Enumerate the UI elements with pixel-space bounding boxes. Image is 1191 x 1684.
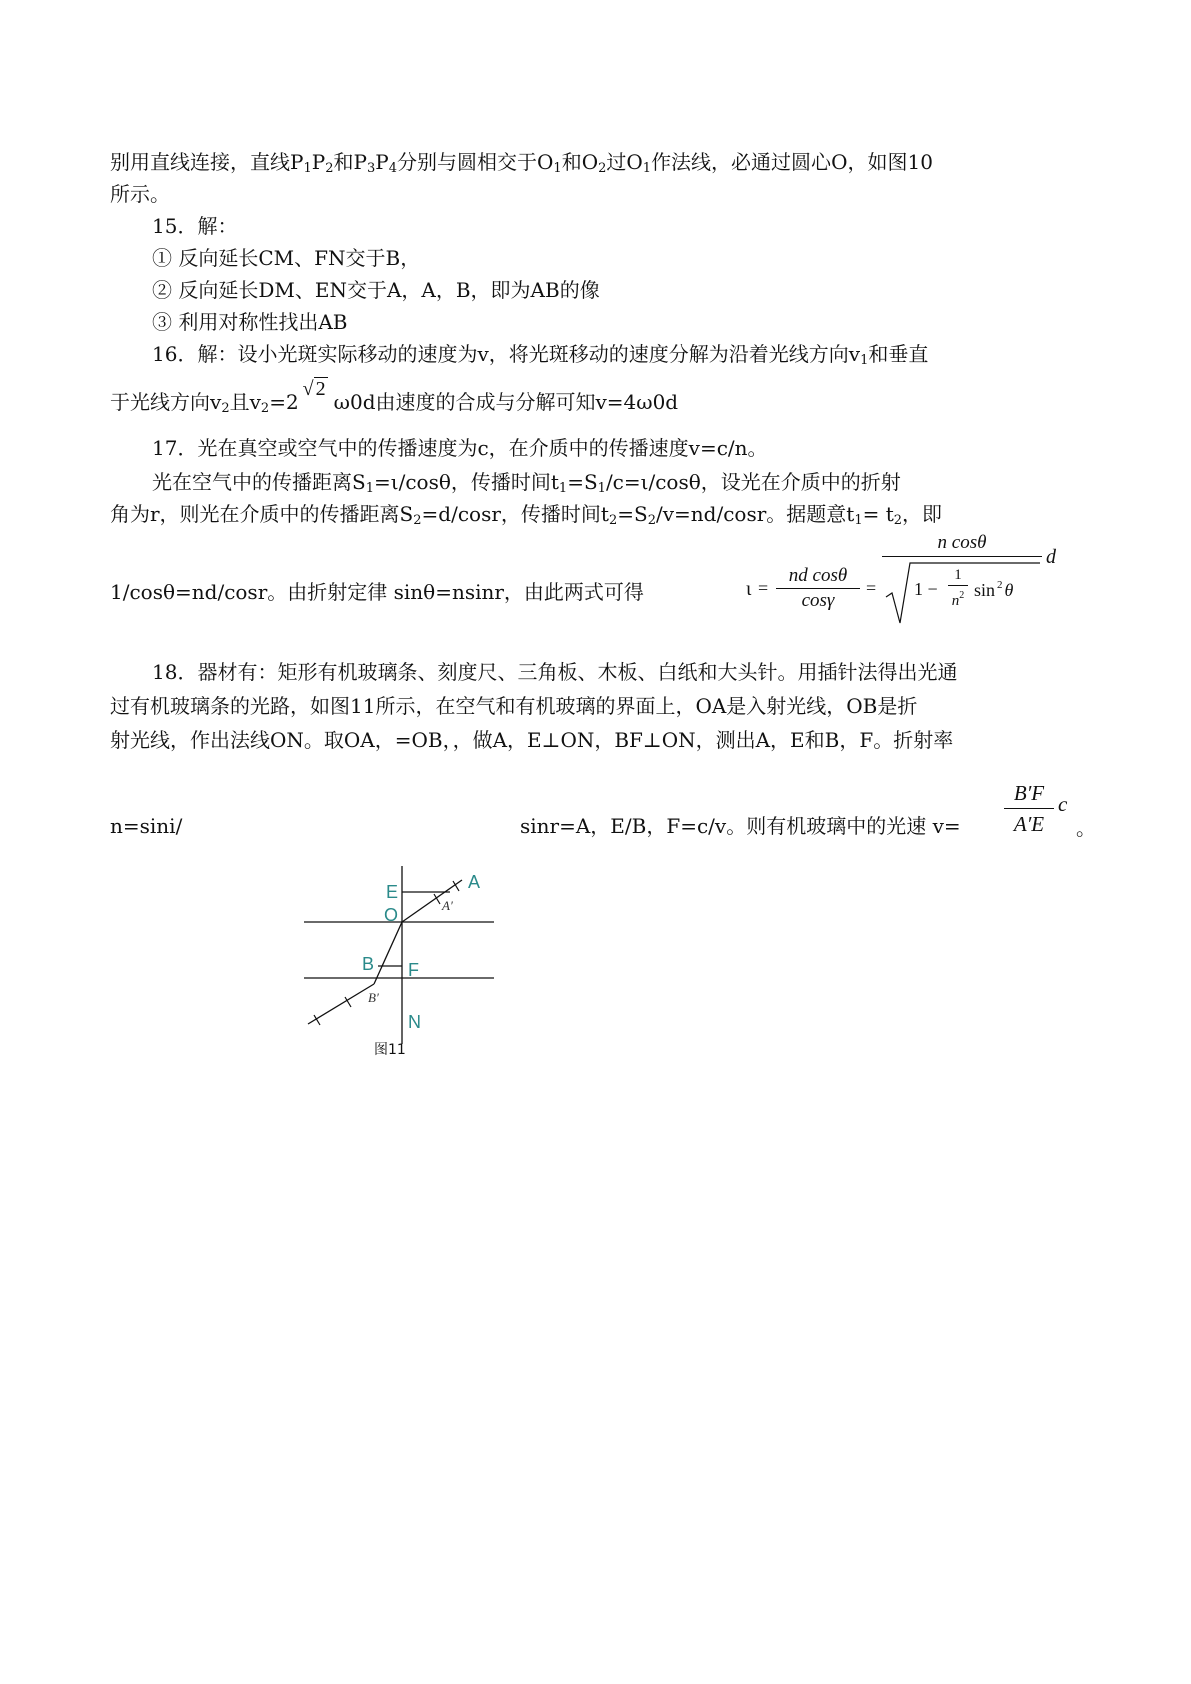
text: v	[210, 390, 222, 414]
p15-heading: 15．解：	[152, 214, 238, 238]
text: ω0d由速度的合成与分解可知v=4ω0d	[333, 390, 679, 414]
text: ，即	[902, 502, 943, 526]
text: 和垂直	[868, 342, 929, 366]
text: 角为r，则光在介质中的传播距离S	[110, 502, 414, 526]
text: P	[311, 150, 326, 174]
text: =2	[269, 390, 299, 414]
numerator: nd cosθ	[776, 564, 860, 589]
denominator: A′E	[1013, 812, 1045, 836]
p14-line1	[110, 148, 933, 183]
subscript: 2	[608, 513, 618, 528]
sqrt-expression	[303, 374, 328, 403]
p15-step2: ② 反向延长DM、EN交于A，A，B，即为AB的像	[152, 278, 600, 302]
subscript: 3	[366, 161, 376, 176]
subscript: 2	[598, 161, 607, 176]
subscript: 1	[642, 161, 652, 176]
figure-caption: 图11	[374, 1042, 406, 1058]
p16-line1	[152, 340, 928, 375]
fraction	[1004, 778, 1054, 839]
formula-iota	[746, 530, 1076, 630]
text: =S	[617, 502, 648, 526]
sqrt-value: 2	[315, 378, 326, 400]
subscript: 1	[553, 161, 562, 176]
text: sin	[974, 580, 996, 600]
inner-fraction	[948, 565, 968, 611]
sin-term	[974, 579, 1013, 601]
denominator: cosγ	[801, 590, 835, 611]
refracted-ray	[374, 922, 402, 984]
label-B-prime: B′	[368, 990, 379, 1005]
text: 16．解：设小光斑实际移动的速度为v，将光斑移动的速度分解为沿着光线方向	[152, 342, 849, 366]
p18-line4-b	[520, 812, 961, 840]
subscript: 1	[303, 161, 312, 176]
p18-line2: 过有机玻璃条的光路，如图11所示，在空气和有机玻璃的界面上，OA是入射光线，OB是折	[110, 694, 918, 718]
label-F: F	[408, 960, 419, 980]
subscript: 2	[413, 513, 422, 528]
subscript: 1	[860, 353, 869, 368]
emergent-ray	[308, 984, 374, 1024]
denominator	[948, 586, 968, 611]
text: /v=nd/cosr。据题意t	[655, 502, 855, 526]
label-E: E	[386, 882, 399, 902]
fraction-2	[882, 530, 1042, 627]
text: v	[249, 390, 261, 414]
label-A-prime: A′	[442, 898, 453, 913]
text: ，如图10	[847, 150, 933, 174]
p17-line1: 17．光在真空或空气中的传播速度为c，在介质中的传播速度v=c/n。	[152, 436, 768, 460]
text: sinr=A，E/B，F=c/v。则有机玻璃中的光速 v=	[520, 814, 961, 838]
subscript: 1	[558, 481, 568, 496]
text: 过	[606, 150, 627, 174]
label-O: O	[384, 905, 399, 925]
text: 1 −	[914, 579, 938, 599]
subscript: 2	[260, 401, 270, 416]
text: 于光线方向	[110, 390, 210, 414]
d-variable: d	[1046, 546, 1056, 568]
text: =ι/cosθ，传播时间t	[373, 470, 559, 494]
text: P	[375, 150, 389, 174]
numerator: B′F	[1004, 778, 1054, 809]
p17-line4: 1/cosθ=nd/cosr。由折射定律 sinθ=nsinr，由此两式可得	[110, 580, 644, 604]
text: v	[848, 342, 861, 366]
subscript: 2	[647, 513, 656, 528]
subscript: 2	[893, 513, 903, 528]
subscript: 4	[388, 161, 397, 176]
p16-line2	[110, 378, 679, 423]
text: 分别与圆相交于	[397, 150, 537, 174]
text: θ	[1004, 580, 1014, 600]
text: P	[290, 150, 304, 174]
text: =S	[567, 470, 598, 494]
text: 和	[333, 150, 354, 174]
superscript: 2	[959, 590, 965, 601]
superscript: 2	[997, 579, 1003, 591]
text: O	[537, 150, 554, 174]
p15-step3: ③ 利用对称性找出AB	[152, 310, 348, 334]
text: P	[353, 150, 367, 174]
p14-line2: 所示。	[110, 182, 170, 206]
iota: ι	[746, 578, 752, 600]
p17-line2	[152, 468, 901, 503]
label-A: A	[468, 872, 481, 892]
sqrt-symbol: √	[302, 378, 314, 400]
figure-11	[296, 866, 516, 1066]
subscript: 1	[854, 513, 863, 528]
text: /c=ι/cosθ，设光在介质中的折射	[605, 470, 901, 494]
text: = t	[862, 502, 894, 526]
p18-line1: 18．器材有：矩形有机玻璃条、刻度尺、三角板、木板、白纸和大头针。用插针法得出光通	[152, 660, 958, 684]
subscript: 1	[597, 481, 606, 496]
text: O	[831, 150, 848, 174]
label-B: B	[362, 954, 375, 974]
text: 和	[561, 150, 582, 174]
p18-line3: 射光线，作出法线ON。取OA，=OB，，做A，E⊥ON，BF⊥ON，测出A，E和B，F。折射率	[110, 728, 954, 752]
numerator: n cosθ	[882, 530, 1042, 557]
equals: =	[758, 578, 769, 598]
incident-ray	[402, 880, 462, 922]
text: 且	[229, 390, 250, 414]
text: O	[626, 150, 643, 174]
text: =d/cosr，传播时间t	[421, 502, 609, 526]
subscript: 1	[365, 481, 374, 496]
text: 别用直线连接，直线	[110, 150, 290, 174]
numerator: 1	[948, 565, 968, 586]
text: O	[581, 150, 599, 174]
subscript: 2	[325, 161, 334, 176]
formula-speed	[1004, 778, 1094, 848]
text: 光在空气中的传播距离S	[152, 470, 366, 494]
text: n	[951, 593, 960, 609]
fraction-1	[776, 564, 860, 613]
equals: =	[866, 578, 877, 598]
p18-line4-a: n=sini/	[110, 814, 183, 838]
label-N: N	[408, 1012, 421, 1032]
c-variable: c	[1058, 792, 1068, 816]
subscript: 2	[221, 401, 230, 416]
text: 作法线，必通过圆心	[651, 150, 832, 174]
period: 。	[1076, 816, 1096, 840]
p15-step1: ① 反向延长CM、FN交于B，	[152, 246, 421, 270]
denominator-sqrt	[882, 557, 1042, 627]
